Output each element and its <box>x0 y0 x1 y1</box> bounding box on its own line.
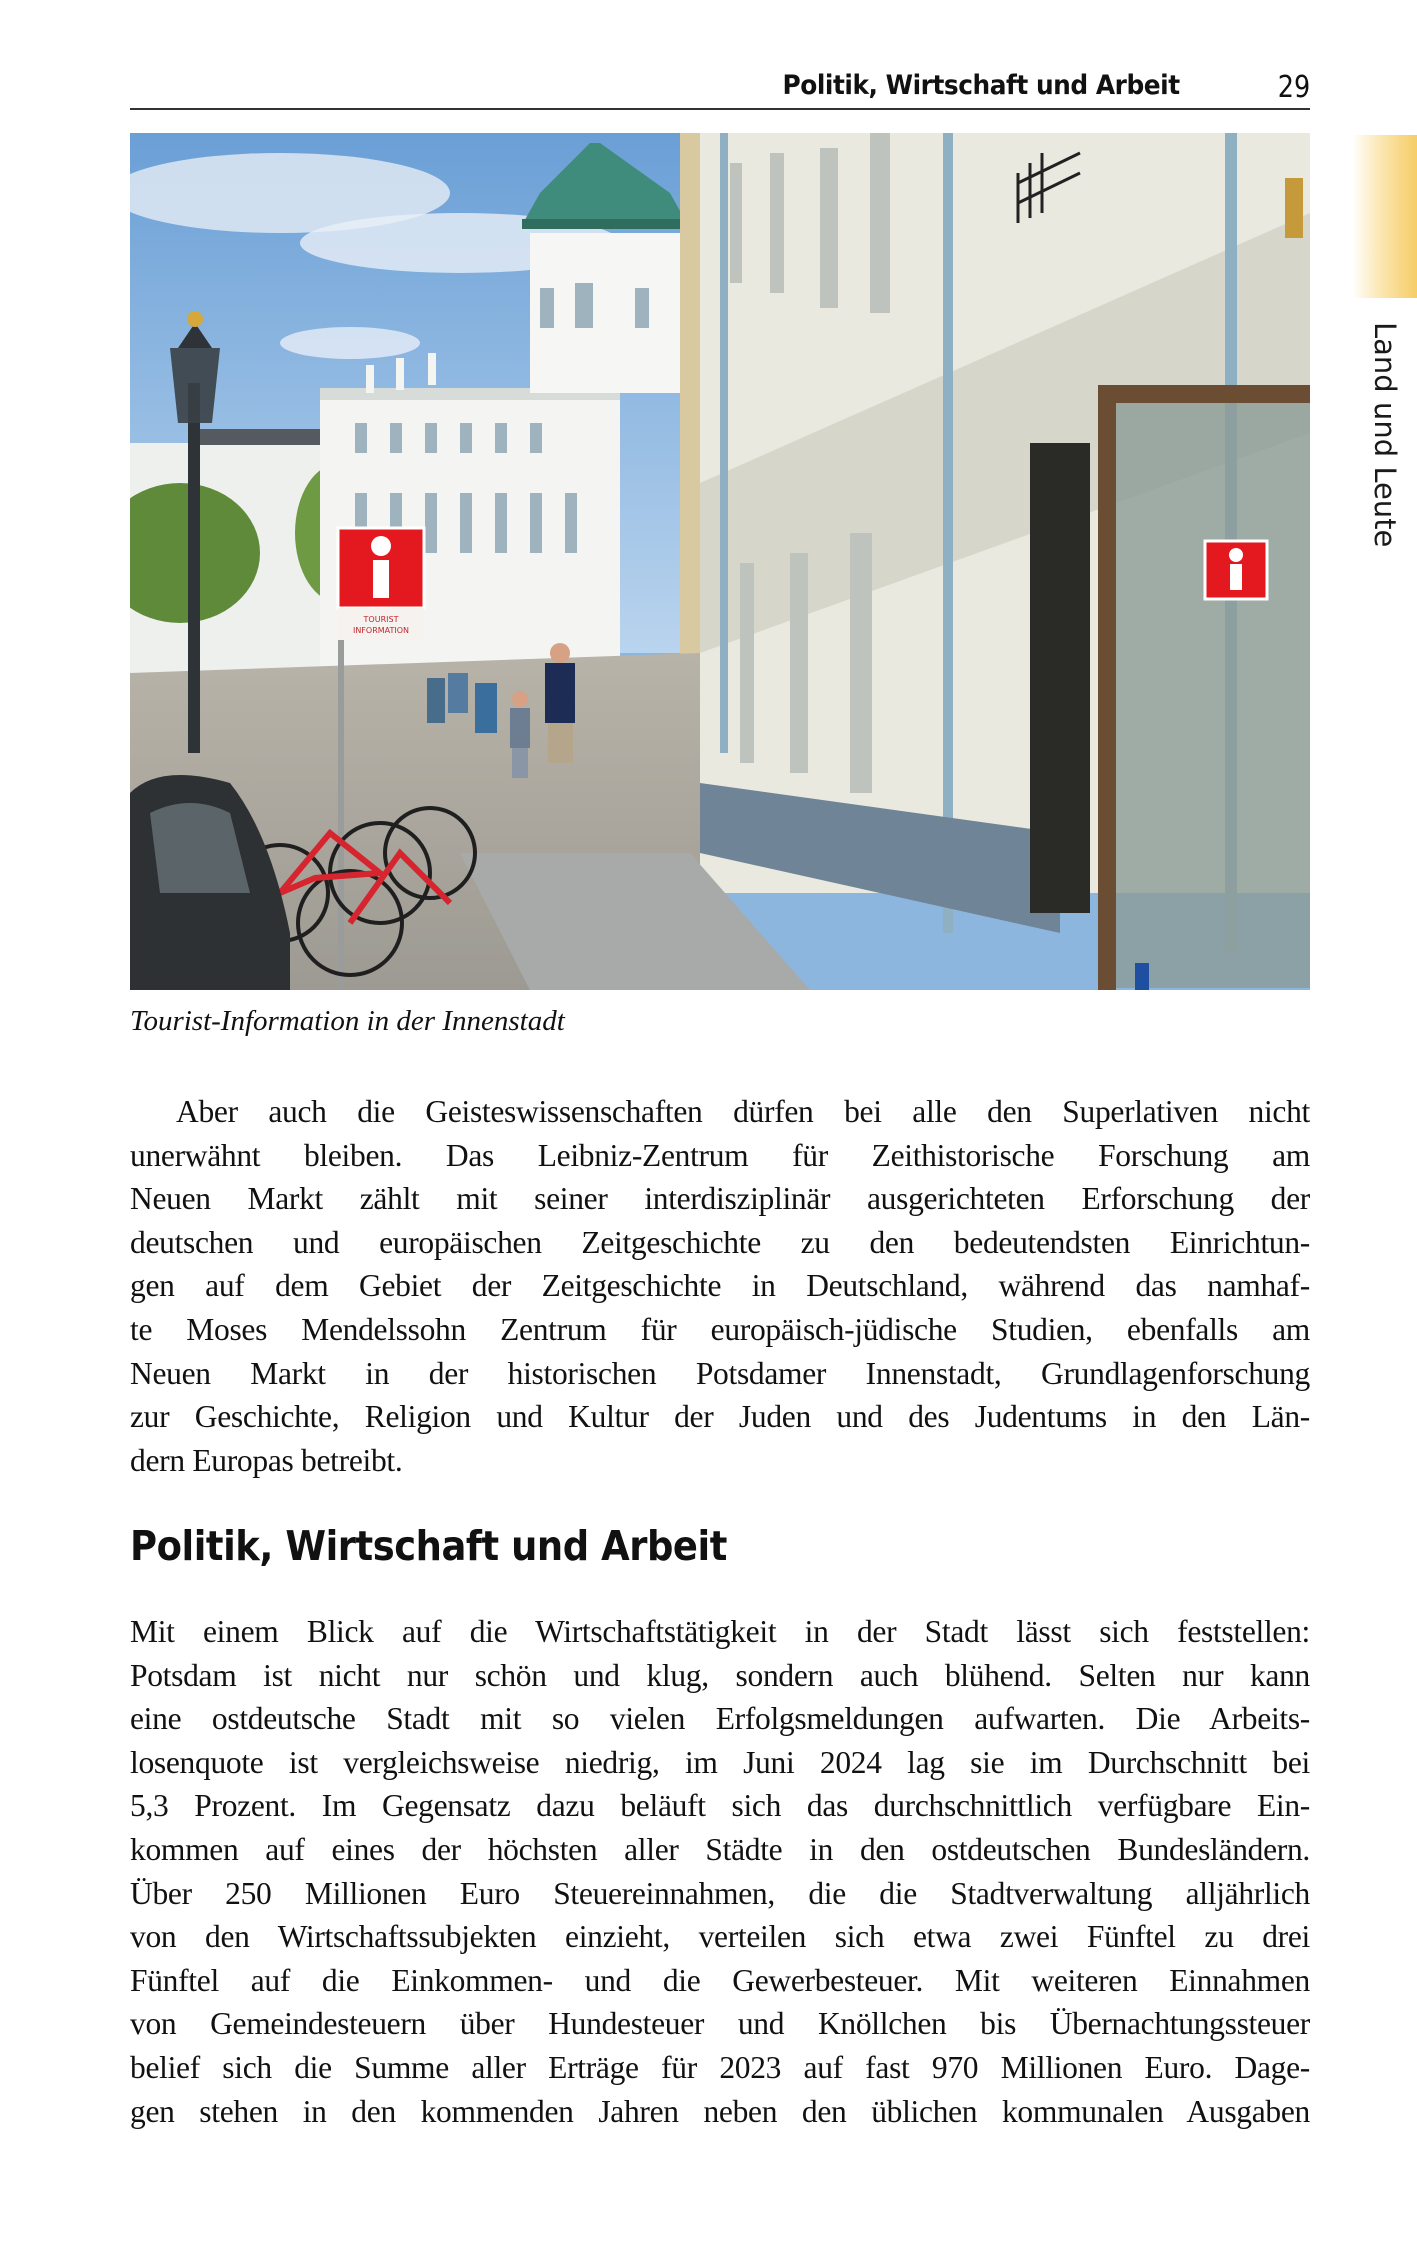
svg-text:INFORMATION: INFORMATION <box>352 626 410 635</box>
chapter-label: Land und Leute <box>1368 322 1402 548</box>
photo-tourist-information <box>130 133 1310 990</box>
text-line: Über 250 Millionen Euro Steuereinnahmen, die die Stadtverwaltung alljährlich <box>130 1875 1310 1911</box>
chapter-thumb-tab <box>1352 135 1417 298</box>
street-scene-illustration <box>130 133 1310 990</box>
text-line: von Gemeindesteuern über Hundesteuer und Knöllchen bis Übernachtungssteuer <box>130 2006 1310 2042</box>
text-line: Aber auch die Geisteswissenschaften dürfen bei alle den Superlativen nicht <box>176 1094 1310 1129</box>
text-line: Potsdam ist nicht nur schön und klug, sondern auch blühend. Selten nur kann <box>130 1657 1310 1693</box>
svg-text:TOURIST: TOURIST <box>363 615 399 624</box>
paragraph-geisteswissenschaften <box>130 1090 1310 1482</box>
section-heading: Politik, Wirtschaft und Arbeit <box>130 1522 727 1570</box>
photo-caption: Tourist-Information in der Innenstadt <box>130 1005 565 1037</box>
text-line: Fünftel auf die Einkommen- und die Gewerbesteuer. Mit weiteren Einnahmen <box>130 1962 1310 1998</box>
text-line: Neuen Markt in der historischen Potsdamer Innenstadt, Grundlagenforschung <box>130 1355 1310 1391</box>
text-line: belief sich die Summe aller Erträge für 2023 auf fast 970 Millionen Euro. Dage- <box>130 2049 1310 2085</box>
text-line: zur Geschichte, Religion und Kultur der Juden und des Judentums in den Län- <box>130 1399 1310 1435</box>
text-line: unerwähnt bleiben. Das Leibniz-Zentrum für Zeithistorische Forschung am <box>130 1137 1310 1173</box>
text-line: dern Europas betreibt. <box>130 1442 403 1478</box>
text-line: losenquote ist vergleichsweise niedrig, im Juni 2024 lag sie im Durchschnitt bei <box>130 1744 1310 1780</box>
text-line: Neuen Markt zählt mit seiner interdisziplinär ausgerichteten Erforschung der <box>130 1181 1310 1217</box>
text-line: 5,3 Prozent. Im Gegensatz dazu beläuft sich das durchschnittlich verfügbare Ein- <box>130 1788 1310 1824</box>
text-line: deutschen und europäischen Zeitgeschichte zu den bedeutendsten Einrichtun- <box>130 1224 1310 1260</box>
text-line: te Moses Mendelssohn Zentrum für europäisch-jüdische Studien, ebenfalls am <box>130 1311 1310 1347</box>
running-header <box>130 62 1310 110</box>
text-line: von den Wirtschaftssubjekten einzieht, verteilen sich etwa zwei Fünftel zu drei <box>130 1919 1310 1955</box>
text-line: gen auf dem Gebiet der Zeitgeschichte in Deutschland, während das namhaf- <box>130 1268 1310 1304</box>
text-line: eine ostdeutsche Stadt mit so vielen Erfolgsmeldungen aufwarten. Die Arbeits- <box>130 1701 1310 1737</box>
page-number: 29 <box>1277 70 1310 105</box>
text-line: Mit einem Blick auf die Wirtschaftstätigkeit in der Stadt lässt sich feststellen: <box>130 1614 1310 1649</box>
text-line: gen stehen in den kommenden Jahren neben den üblichen kommunalen Ausgaben <box>130 2093 1310 2129</box>
paragraph-wirtschaft <box>130 1610 1310 2133</box>
running-title: Politik, Wirtschaft und Arbeit <box>782 70 1180 101</box>
text-line: kommen auf eines der höchsten aller Städte in den ostdeutschen Bundesländern. <box>130 1831 1310 1867</box>
